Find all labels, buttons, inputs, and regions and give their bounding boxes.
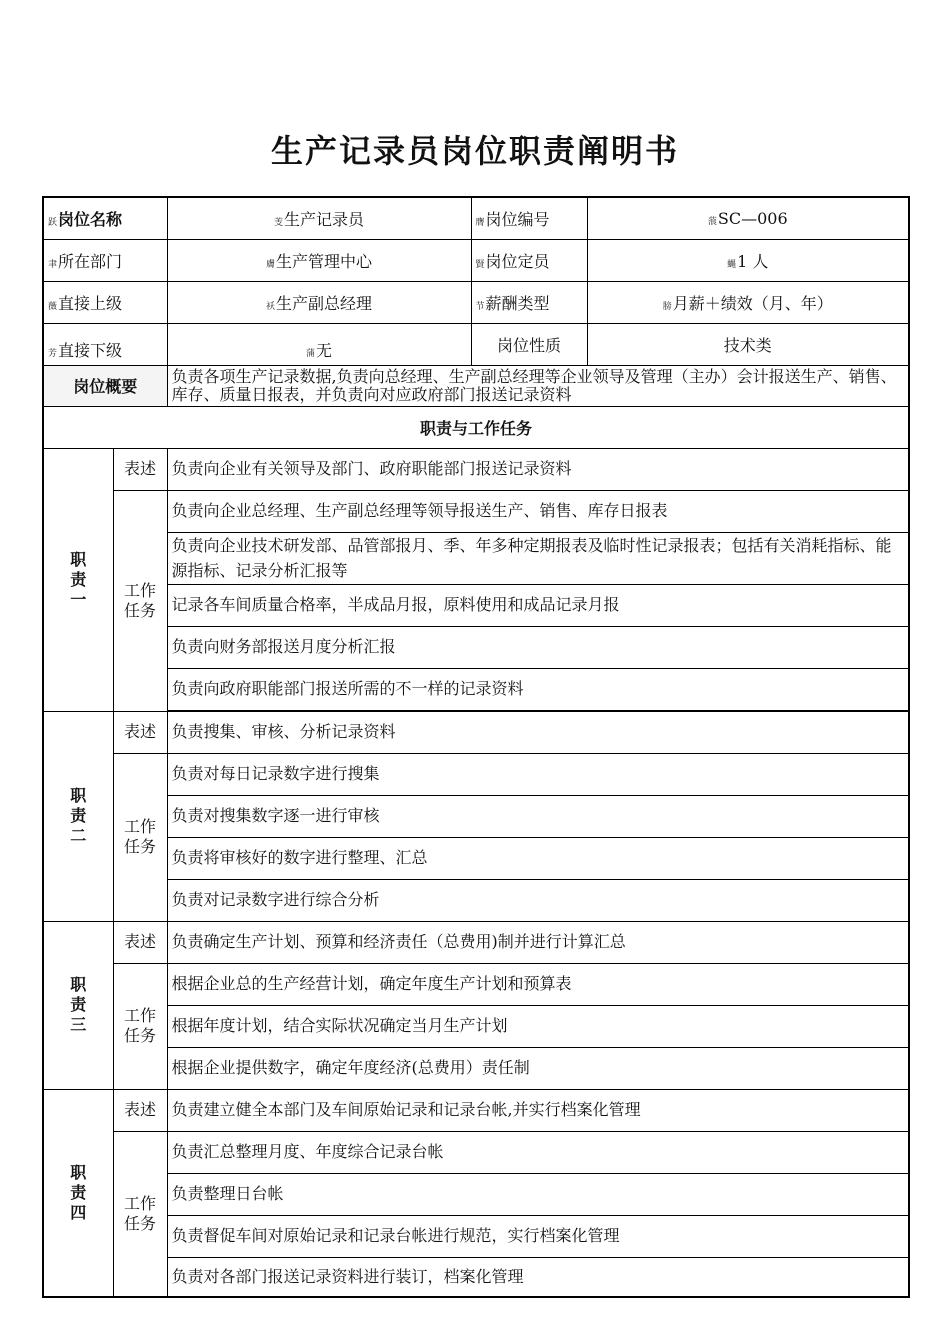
duty-4-task-2: 负责整理日台帐 (167, 1173, 909, 1215)
duty-3-tasks-label: 工作任务 (123, 1006, 156, 1045)
nature-value-cell (587, 323, 909, 365)
duty-2-name-cell (43, 711, 113, 921)
post-name-value-tag: 芰 (273, 217, 283, 228)
duty-4-desc-row (43, 1089, 909, 1131)
dept-label-cell (43, 239, 167, 281)
duty-4-tasks-label: 工作任务 (123, 1193, 156, 1233)
pay-value: 月薪＋绩效（月、年） (672, 293, 833, 313)
subordinate-value-cell (167, 323, 471, 365)
duty-3-name-cell (43, 921, 113, 1089)
duty-3-task-row (43, 963, 909, 1005)
dept-tag: 聿 (48, 259, 58, 270)
post-name-value-cell (167, 197, 471, 239)
nature-value: 技术类 (723, 335, 772, 355)
duty-2-desc: 负责搜集、审核、分析记录资料 (167, 711, 909, 753)
duties-header-row (43, 406, 909, 448)
duty-4-task-3: 负责督促车间对原始记录和记录台帐进行规范，实行档案化管理 (167, 1215, 909, 1257)
duty-2-tasks-label: 工作任务 (123, 817, 156, 856)
duty-4-task-row (43, 1215, 909, 1257)
duty-3-desc-label: 表述 (113, 921, 167, 963)
duty-1-tasks-label-cell (113, 490, 167, 711)
duty-2-task-1: 负责对每日记录数字进行搜集 (167, 753, 909, 795)
duty-1-task-2: 负责向企业技术研发部、品管部报月、季、年多种定期报表及临时性记录报表；包括有关消耗指标、能源指标、记录分析汇报等 (167, 532, 909, 584)
duty-1-task-row (43, 668, 909, 710)
duty-3-task-1: 根据企业总的生产经营计划，确定年度生产计划和预算表 (167, 963, 909, 1005)
duty-2-desc-label: 表述 (113, 711, 167, 753)
duty-1-task-row (43, 532, 909, 584)
duty-3-desc: 负责确定生产计划、预算和经济责任（总费用)制并进行计算汇总 (167, 921, 909, 963)
duty-3-task-2: 根据年度计划，结合实际状况确定当月生产计划 (167, 1005, 909, 1047)
duty-4-desc: 负责建立健全本部门及车间原始记录和记录台帐,并实行档案化管理 (167, 1089, 909, 1131)
post-no-value-tag: 蒗 (707, 216, 717, 227)
duty-1-task-row (43, 584, 909, 626)
job-description-table (42, 196, 910, 1298)
post-no-label: 岗位编号 (485, 209, 550, 229)
superior-value: 生产副总经理 (276, 293, 373, 313)
dept-label: 所在部门 (58, 251, 123, 271)
superior-label-cell (43, 281, 167, 323)
subordinate-label-cell (43, 323, 167, 365)
superior-label: 直接上级 (58, 293, 123, 313)
info-row-4 (43, 323, 909, 365)
duty-3-desc-row (43, 921, 909, 963)
duty-1-task-5: 负责向政府职能部门报送所需的不一样的记录资料 (167, 668, 909, 710)
duty-1-desc-label: 表述 (113, 448, 167, 490)
duty-1-task-row (43, 490, 909, 532)
duty-1-name: 职责一 (70, 549, 87, 609)
duty-1-task-4: 负责向财务部报送月度分析汇报 (167, 626, 909, 668)
document-title: 生产记录员岗位职责阐明书 (270, 132, 679, 170)
duty-4-task-row (43, 1131, 909, 1173)
headcount-value-tag: 蝿 (727, 259, 737, 270)
superior-value-cell (167, 281, 471, 323)
post-no-value-cell (587, 197, 909, 239)
subordinate-value-tag: 蒲 (305, 348, 315, 359)
pay-tag: 节 (475, 301, 485, 312)
duty-4-tasks-label-cell (113, 1131, 167, 1297)
duty-2-task-row (43, 879, 909, 921)
post-no-tag: 膺 (475, 217, 485, 228)
dept-value: 生产管理中心 (276, 251, 373, 271)
duty-2-task-row (43, 795, 909, 837)
superior-value-tag: 袄 (265, 301, 275, 312)
duty-1-task-3: 记录各车间质量合格率，半成品月报，原料使用和成品记录月报 (167, 584, 909, 626)
duty-1-desc-row (43, 448, 909, 490)
duty-3-tasks-label-cell (113, 963, 167, 1089)
summary-row (43, 365, 909, 406)
duty-2-task-row (43, 837, 909, 879)
duties-header: 职责与工作任务 (43, 406, 909, 448)
duty-4-name: 职责四 (70, 1162, 87, 1222)
duty-1-task-row (43, 626, 909, 668)
headcount-tag: 賢 (475, 259, 485, 270)
pay-value-cell (587, 281, 909, 323)
post-name-label: 岗位名称 (58, 209, 123, 229)
post-name-value: 生产记录员 (284, 209, 365, 229)
duty-3-task-row (43, 1047, 909, 1089)
dept-value-tag: 膚 (265, 259, 275, 270)
duty-4-task-row (43, 1257, 909, 1297)
duty-4-desc-label: 表述 (113, 1089, 167, 1131)
duty-2-name: 职责二 (70, 786, 87, 845)
post-name-label-cell (43, 197, 167, 239)
duty-2-task-4: 负责对记录数字进行综合分析 (167, 879, 909, 921)
summary-text: 负责各项生产记录数据,负责向总经理、生产副总经理等企业领导及管理（主办）会计报送生产、销售、库存、质量日报表，并负责向对应政府部门报送记录资料 (167, 365, 909, 406)
duty-2-task-row (43, 753, 909, 795)
duty-2-desc-row (43, 711, 909, 753)
nature-label: 岗位性质 (496, 335, 561, 355)
summary-label: 岗位概要 (43, 365, 167, 406)
nature-label-cell (471, 323, 587, 365)
duty-2-tasks-label-cell (113, 753, 167, 921)
duty-3-task-3: 根据企业提供数字，确定年度经济(总费用）责任制 (167, 1047, 909, 1089)
pay-value-tag: 膀 (662, 301, 672, 312)
info-row-2 (43, 239, 909, 281)
post-no-label-cell (471, 197, 587, 239)
duty-1-desc: 负责向企业有关领导及部门、政府职能部门报送记录资料 (167, 448, 909, 490)
post-name-tag: 跃 (48, 217, 58, 228)
pay-label: 薪酬类型 (485, 293, 550, 313)
duty-2-task-3: 负责将审核好的数字进行整理、汇总 (167, 837, 909, 879)
subordinate-value: 无 (316, 340, 333, 360)
info-row-1 (43, 197, 909, 239)
headcount-label-cell (471, 239, 587, 281)
subordinate-label: 直接下级 (58, 340, 123, 360)
superior-tag: 薇 (48, 301, 58, 312)
duty-3-task-row (43, 1005, 909, 1047)
subordinate-tag: 芳 (48, 348, 58, 359)
duty-1-tasks-label: 工作任务 (123, 580, 156, 620)
duty-2-task-2: 负责对搜集数字逐一进行审核 (167, 795, 909, 837)
duty-4-task-row (43, 1173, 909, 1215)
duty-4-name-cell (43, 1089, 113, 1297)
duty-1-task-1: 负责向企业总经理、生产副总经理等领导报送生产、销售、库存日报表 (167, 490, 909, 532)
duty-3-name: 职责三 (70, 975, 87, 1034)
duty-4-task-4: 负责对各部门报送记录资料进行装订，档案化管理 (167, 1257, 909, 1297)
duty-4-task-1: 负责汇总整理月度、年度综合记录台帐 (167, 1131, 909, 1173)
info-row-3 (43, 281, 909, 323)
headcount-value-cell (587, 239, 909, 281)
headcount-label: 岗位定员 (485, 251, 550, 271)
headcount-value: 1 人 (737, 251, 769, 271)
post-no-value: SC—006 (717, 208, 788, 228)
pay-label-cell (471, 281, 587, 323)
dept-value-cell (167, 239, 471, 281)
duty-1-name-cell (43, 448, 113, 711)
